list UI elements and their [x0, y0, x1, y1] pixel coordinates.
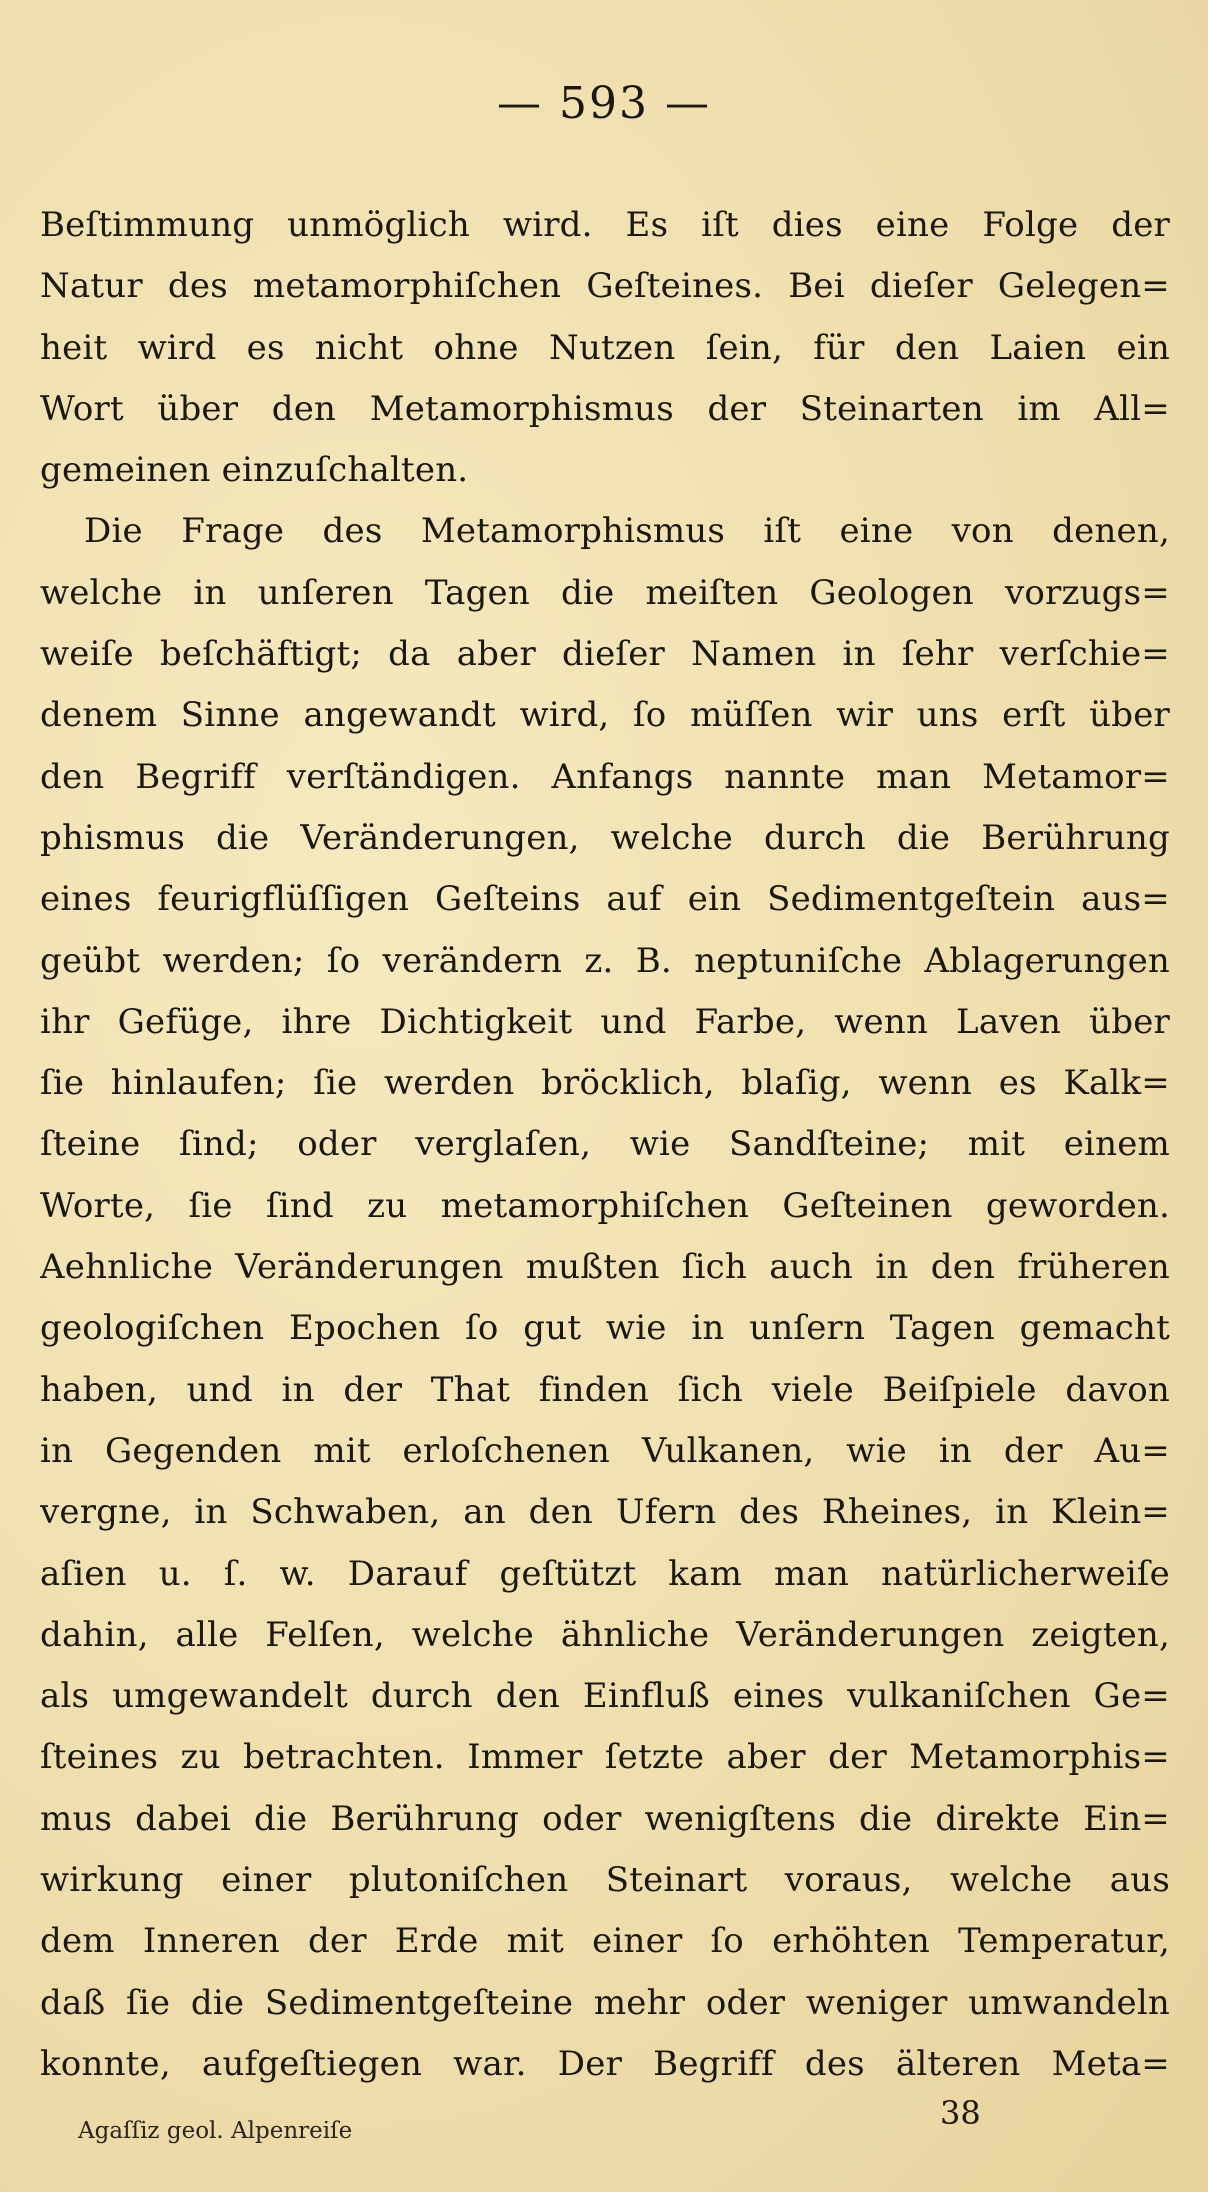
- text-line: Beſtimmung unmöglich wird. Es iſt dies eine Folge der: [40, 205, 1170, 245]
- text-line: daß ſie die Sedimentgeſteine mehr oder weniger umwandeln: [40, 1982, 1170, 2023]
- text-line: Wort über den Metamorphismus der Steinarten im All=: [40, 388, 1170, 429]
- text-line: geübt werden; ſo verändern z. B. neptuniſche Ablagerungen: [40, 940, 1170, 981]
- text-line: konnte, aufgeſtiegen war. Der Begriff des älteren Meta=: [40, 2043, 1170, 2084]
- text-line: eines feurigflüſſigen Geſteins auf ein Sedimentgeſtein aus=: [40, 879, 1170, 920]
- page-number: — 593 —: [497, 78, 711, 129]
- text-line: geologiſchen Epochen ſo gut wie in unſern Tagen gemacht: [40, 1308, 1170, 1349]
- text-line: als umgewandelt durch den Einfluß eines vulkaniſchen Ge=: [40, 1676, 1170, 1717]
- text-line: dahin, alle Felſen, welche ähnliche Veränderungen zeigten,: [40, 1614, 1170, 1655]
- text-line: haben, und in der That finden ſich viele Beiſpiele davon: [40, 1369, 1170, 1410]
- text-line: welche in unſeren Tagen die meiſten Geologen vorzugs=: [40, 572, 1170, 613]
- text-line: Aehnliche Veränderungen mußten ſich auch in den früheren: [40, 1247, 1170, 1288]
- text-line: denem Sinne angewandt wird, ſo müſſen wir uns erſt über: [40, 695, 1170, 736]
- text-line: dem Inneren der Erde mit einer ſo erhöhten Temperatur,: [40, 1921, 1170, 1962]
- text-line: wirkung einer plutoniſchen Steinart voraus, welche aus: [40, 1860, 1170, 1901]
- text-line: heit wird es nicht ohne Nutzen ſein, für den Laien ein: [40, 327, 1170, 368]
- text-line: phismus die Veränderungen, welche durch die Berührung: [40, 817, 1170, 858]
- text-line: Worte, ſie ſind zu metamorphiſchen Geſteinen geworden.: [40, 1185, 1170, 1226]
- text-line: mus dabei die Berührung oder wenigſtens die direkte Ein=: [40, 1798, 1170, 1839]
- text-line: ſie hinlaufen; ſie werden bröcklich, blaſig, wenn es Kalk=: [40, 1063, 1170, 1104]
- text-line: Natur des metamorphiſchen Geſteines. Bei dieſer Gelegen=: [40, 266, 1170, 307]
- text-line: ſteine ſind; oder verglaſen, wie Sandſteine; mit einem: [40, 1124, 1170, 1165]
- page-footer: [78, 2094, 1138, 2158]
- body-text: [40, 195, 1170, 2095]
- text-line: weiſe beſchäftigt; da aber dieſer Namen in ſehr verſchie=: [40, 634, 1170, 675]
- text-line: vergne, in Schwaben, an den Ufern des Rheines, in Klein=: [40, 1492, 1170, 1533]
- text-line: Die Frage des Metamorphismus iſt eine von denen,: [84, 511, 1170, 552]
- text-line: den Begriff verſtändigen. Anfangs nannte man Metamor=: [40, 756, 1170, 797]
- text-line: ſteines zu betrachten. Immer ſetzte aber der Metamorphis=: [40, 1737, 1170, 1778]
- text-line: in Gegenden mit erloſchenen Vulkanen, wie in der Au=: [40, 1430, 1170, 1471]
- text-line: aſien u. ſ. w. Darauf geſtützt kam man natürlicherweiſe: [40, 1553, 1170, 1594]
- text-line: gemeinen einzuſchalten.: [40, 450, 469, 491]
- sheet-number: 38: [940, 2094, 981, 2132]
- text-line: ihr Gefüge, ihre Dichtigkeit und Farbe, wenn Laven über: [40, 1001, 1170, 1042]
- signature-footnote: Agaſſiz geol. Alpenreiſe: [78, 2118, 353, 2144]
